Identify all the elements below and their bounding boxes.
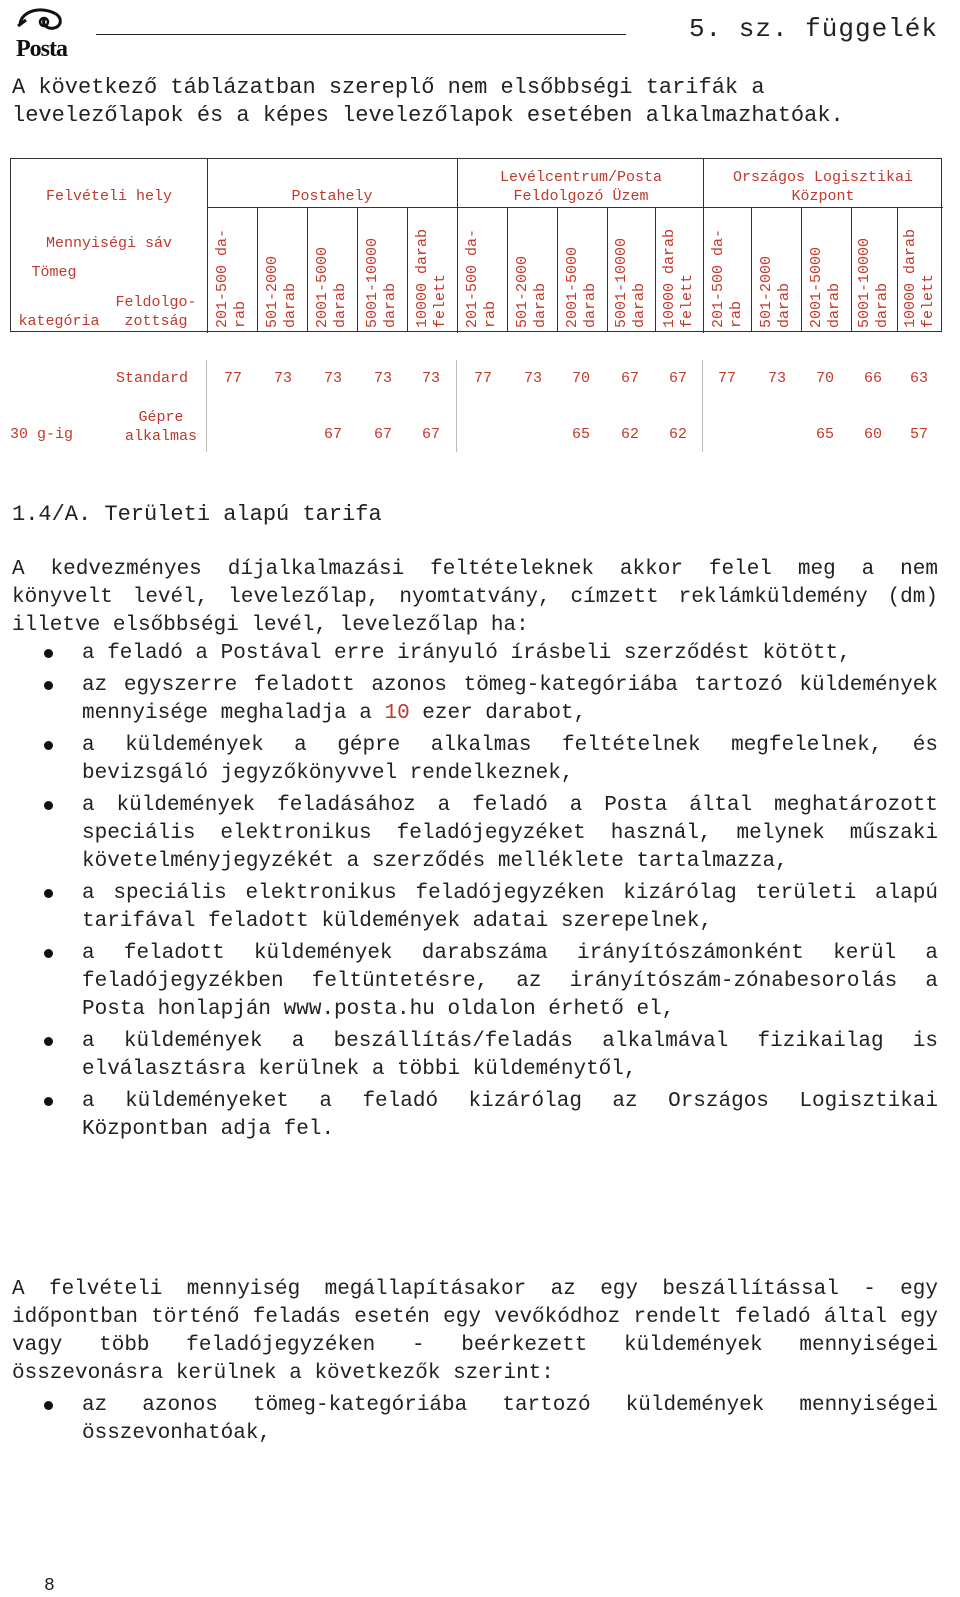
section-title: 1.4/A. Területi alapú tarifa [12, 502, 382, 527]
table-cell: 77 [717, 370, 736, 387]
bullet-icon [44, 1401, 53, 1410]
header-feldolgozottsag: Feldolgo-zottság [115, 294, 197, 330]
header-rule [96, 34, 626, 35]
conditions-list [44, 640, 938, 1148]
list-item: a speciális elektronikus feladójegyzéken kizárólag területi alapú tarifával feladott küldemények adatai szerepelnek, [44, 880, 938, 936]
bullet-icon [44, 681, 53, 690]
table-divider [703, 159, 704, 333]
column-header: 501-2000 darab [758, 255, 793, 328]
weight-label: 30 g-ig [10, 426, 74, 443]
list-item: az egyszerre feladott azonos tömeg-kategóriába tartozó küldemények mennyisége meghaladja a 10 ezer darabot, [44, 672, 938, 728]
header-kategoria: kategória [18, 313, 100, 330]
section-paragraph: A kedvezményes díjalkalmazási feltételeknek akkor felel meg a nem könyvelt levél, levelezőlap, nyomtatvány, címzett reklámküldemény (dm) illetve elsőbbségi levél, levelezőlap ha: [12, 558, 938, 637]
appendix-label: 5. sz. függelék [688, 14, 938, 44]
bullet-icon [44, 649, 53, 658]
column-header: 10000 darab felett [661, 228, 696, 328]
logo-text: Posta [16, 36, 67, 62]
posthorn-icon [12, 4, 72, 38]
column-header: 2001-5000 darab [808, 246, 843, 328]
column-header: 5001-10000 darab [364, 237, 399, 328]
header-levelcentrum: Levélcentrum/Posta Feldolgozó Üzem [499, 169, 663, 205]
bullet-icon [44, 801, 53, 810]
posta-logo [12, 4, 72, 64]
table-cell: 73 [323, 370, 342, 387]
table-cell: 63 [909, 370, 928, 387]
table-cell: 62 [620, 426, 639, 443]
list-item: az azonos tömeg-kategóriába tartozó küldemények mennyiségei összevonhatóak, [44, 1392, 938, 1448]
column-header: 201-500 da-rab [464, 228, 499, 328]
page-number: 8 [44, 1576, 55, 1596]
column-header: 2001-5000 darab [564, 246, 599, 328]
list-item: a küldeményeket a feladó kizárólag az Országos Logisztikai Központban adja fel. [44, 1088, 938, 1144]
table-cell: 67 [421, 426, 440, 443]
table-cell: 60 [863, 426, 882, 443]
section-paragraph-2: A felvételi mennyiség megállapításakor az egy beszállítással - egy időpontban történő feladás esetén egy vevőkódhoz rendelt feladó által egy vagy több feladójegyzéken - beérkezett küldemények mennyiségei összevonásra kerülnek a következők szerint: [12, 1278, 938, 1385]
column-header: 501-2000 darab [264, 255, 299, 328]
table-cell: 67 [323, 426, 342, 443]
table-cell: 57 [909, 426, 928, 443]
table-cell: 66 [863, 370, 882, 387]
column-header: 5001-10000 darab [856, 237, 891, 328]
table-cell: 67 [373, 426, 392, 443]
aggregation-list [44, 1392, 938, 1452]
table-divider [457, 159, 458, 333]
header-tomeg: Tömeg [31, 264, 77, 281]
highlight-number: 10 [384, 702, 410, 725]
table-cell: 73 [421, 370, 440, 387]
table-cell: 67 [668, 370, 687, 387]
column-header: 201-500 da-rab [214, 228, 249, 328]
row-label-standard: Standard [116, 370, 189, 387]
list-item: a küldemények feladásához a feladó a Posta által meghatározott speciális elektronikus feladójegyzéket használ, melynek műszaki követelményjegyzékét a szerződés melléklete tartalmazza, [44, 792, 938, 876]
table-cell: 67 [620, 370, 639, 387]
header-postahely: Postahely [291, 188, 373, 205]
header-mennyisegi-sav: Mennyiségi sáv [45, 235, 173, 252]
list-item: a küldemények a gépre alkalmas feltételnek megfelelnek, és bevizsgáló jegyzőkönyvvel rendelkeznek, [44, 732, 938, 788]
table-divider [207, 159, 208, 333]
column-header: 501-2000 darab [514, 255, 549, 328]
header-orszagos: Országos Logisztikai Központ [732, 169, 914, 205]
column-header: 10000 darab felett [902, 228, 937, 328]
column-header: 5001-10000 darab [613, 237, 648, 328]
column-header: 10000 darab felett [414, 228, 449, 328]
bullet-icon [44, 1097, 53, 1106]
table-cell: 73 [373, 370, 392, 387]
table-divider [207, 207, 943, 208]
bullet-icon [44, 889, 53, 898]
table-cell: 70 [815, 370, 834, 387]
table-cell: 73 [273, 370, 292, 387]
table-cell: 70 [571, 370, 590, 387]
table-cell: 62 [668, 426, 687, 443]
table-cell: 77 [223, 370, 242, 387]
table-cell: 65 [815, 426, 834, 443]
bullet-icon [44, 1037, 53, 1046]
list-item: a küldemények a beszállítás/feladás alkalmával fizikailag is elválasztásra kerülnek a többi küldeménytől, [44, 1028, 938, 1084]
table-cell: 65 [571, 426, 590, 443]
column-header: 2001-5000 darab [314, 246, 349, 328]
table-cell: 73 [767, 370, 786, 387]
table-cell: 77 [473, 370, 492, 387]
table-cell: 73 [523, 370, 542, 387]
list-item: a feladott küldemények darabszáma irányítószámonként kerül a feladójegyzékben feltüntetésre, az irányítószám-zónabesorolás a Posta honlapján www.posta.hu oldalon érhető el, [44, 940, 938, 1024]
column-header: 201-500 da-rab [710, 228, 745, 328]
intro-text: A következő táblázatban szereplő nem elsőbbségi tarifák a levelezőlapok és a képes levelezőlapok esetében alkalmazhatóak. [12, 75, 844, 128]
row-label-gepre-alkalmas: Gépre alkalmas [124, 409, 197, 445]
header-felveteli-hely: Felvételi hely [45, 188, 173, 205]
list-item: a feladó a Postával erre irányuló írásbeli szerződést kötött, [44, 640, 938, 668]
table-body [10, 360, 942, 460]
tariff-table [10, 158, 942, 332]
bullet-icon [44, 949, 53, 958]
bullet-icon [44, 741, 53, 750]
